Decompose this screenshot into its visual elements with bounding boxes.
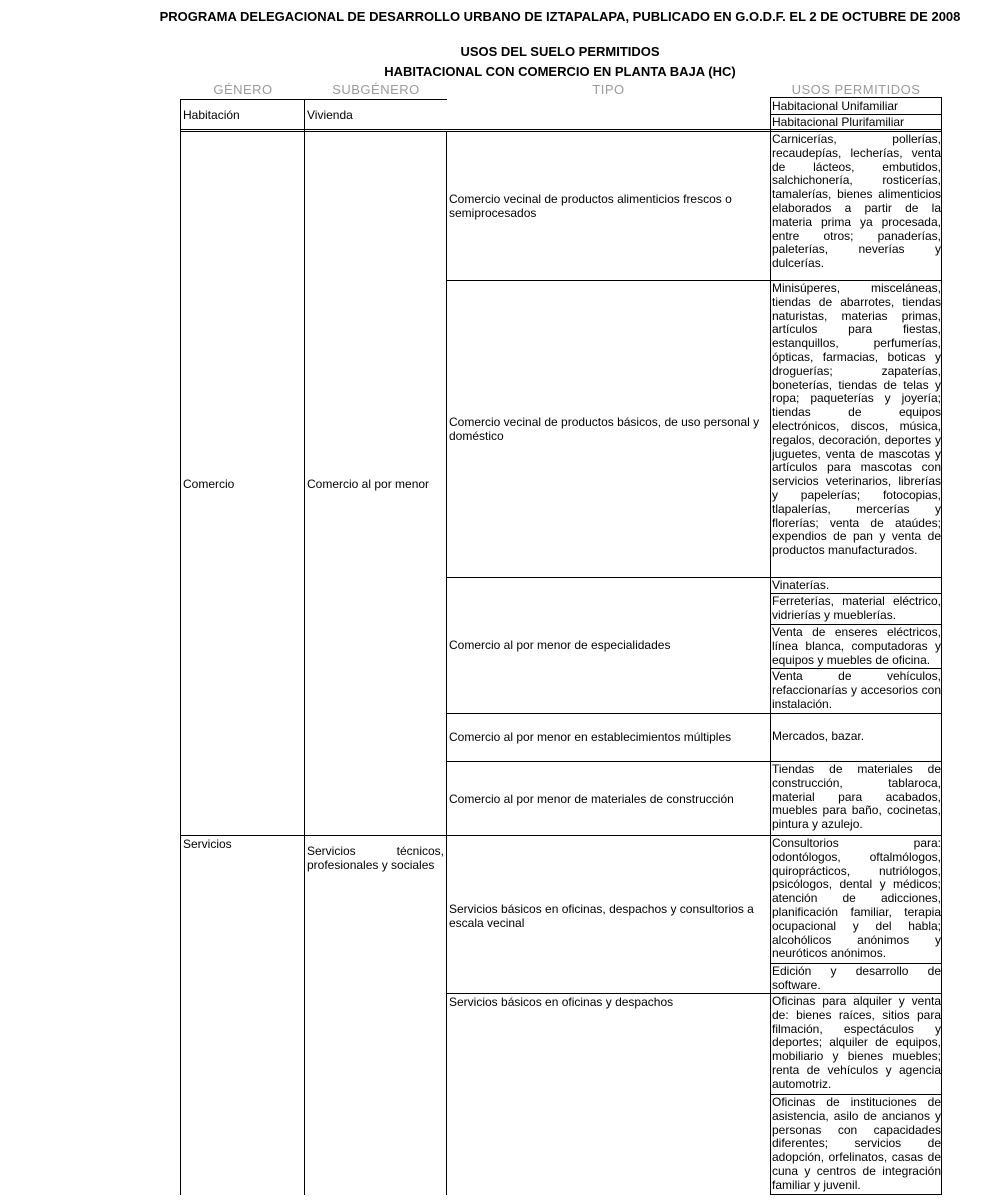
genero-comercio: Comercio [183, 477, 235, 491]
grid-line [770, 963, 942, 964]
grid-line [770, 114, 942, 115]
grid-line [446, 713, 942, 714]
tipo-alimenticios: Comercio vecinal de productos alimenticios frescos o semiprocesados [449, 192, 732, 220]
grid-line [446, 993, 942, 994]
grid-line [770, 97, 771, 1195]
usos-consultorios: Consultorios para: odontólogos, oftalmólogos, quiroprácticos, nutriólogos, psicólogos, dental y médicos; atención de adicciones, planificación familiar, terapia ocupacional y del habla; alcohólicos anónimos y neuróticos anónimos. [772, 837, 941, 961]
tipo-especialidades: Comercio al por menor de especialidades [449, 638, 671, 652]
uso-habitacional-unifamiliar: Habitacional Unifamiliar [772, 100, 899, 113]
tipo-materiales-construccion: Comercio al por menor de materiales de construcción [449, 792, 734, 806]
grid-line [770, 624, 942, 625]
subgenero-servicios-tecnicos: Servicios técnicos, profesionales y sociales [307, 844, 444, 872]
grid-line [180, 99, 305, 100]
usos-materiales-construccion: Tiendas de materiales de construcción, tablaroca, material para acabados, muebles para baño, cocinetas, pintura y azulejo. [772, 763, 941, 832]
grid-line [770, 97, 942, 98]
tipo-establecimientos-multiples: Comercio al por menor en establecimientos múltiples [449, 730, 732, 744]
usos-oficinas-instituciones: Oficinas de instituciones de asistencia, asilo de ancianos y personas con capacidades diferentes; servicios de adopción, orfelinatos, casas de cuna y centros de integración familiar y juvenil. [772, 1096, 941, 1192]
grid-line [446, 131, 447, 1195]
column-header-usos: USOS PERMITIDOS [791, 82, 921, 97]
tipo-consultorios-escala-vecinal: Servicios básicos en oficinas, despachos y consultorios a escala vecinal [449, 902, 754, 930]
uso-venta-vehiculos: Venta de vehículos, refaccionarías y accesorios con instalación. [772, 670, 941, 711]
usos-oficinas-alquiler: Oficinas para alquiler y venta de: bienes raíces, sitios para filmación, espectáculos y deportes; alquiler de equipos, mobiliario y bienes muebles; renta de vehículos y agencia automotriz. [772, 995, 941, 1091]
column-header-subgenero: SUBGÉNERO [332, 82, 420, 97]
document-title: PROGRAMA DELEGACIONAL DE DESARROLLO URBANO DE IZTAPALAPA, PUBLICADO EN G.O.D.F. EL 2 DE OCTUBRE DE 2008 [159, 9, 961, 24]
uso-habitacional-plurifamiliar: Habitacional Plurifamiliar [772, 116, 905, 129]
grid-line [770, 593, 942, 594]
tipo-oficinas-despachos: Servicios básicos en oficinas y despachos [449, 995, 674, 1009]
usos-productos-basicos: Minisúperes, misceláneas, tiendas de abarrotes, tiendas naturistas, materias primas, artículos para fiestas, estanquillos, perfumerías, ópticas, farmacias, boticas y droguerías; zapaterías, boneterías, tiendas de telas y ropa; paqueterías y joyería; tiendas de equipos electrónicos, discos, música, regalos, decoración, deportes y juguetes, venta de mascotas y artículos para mascotas con servicios veterinarios, librerías y papelerías; fotocopias, tlapalerías, mercerías y florerías; venta de ataúdes; expendios de pan y venta de productos manufacturados. [772, 282, 941, 558]
grid-line [941, 97, 942, 1195]
tipo-productos-basicos: Comercio vecinal de productos básicos, de uso personal y doméstico [449, 415, 760, 443]
uso-edicion-software: Edición y desarrollo de software. [772, 965, 941, 992]
column-header-tipo: TIPO [592, 82, 625, 97]
uso-enseres-electricos: Venta de enseres eléctricos, línea blanca, computadoras y equipos y muebles de oficina. [772, 626, 941, 667]
uso-vinaterias: Vinaterías. [772, 579, 830, 592]
subgenero-comercio-al-por-menor: Comercio al por menor [307, 477, 430, 491]
grid-line [446, 577, 942, 578]
grid-line [446, 761, 942, 762]
grid-line [770, 1194, 942, 1195]
subgenero-vivienda: Vivienda [307, 108, 353, 122]
grid-line [304, 99, 447, 100]
zone-title: HABITACIONAL CON COMERCIO EN PLANTA BAJA (HC) [384, 64, 736, 79]
uso-ferreterias: Ferreterías, material eléctrico, vidrierías y mueblerías. [772, 595, 941, 622]
grid-line [304, 99, 305, 1195]
grid-line [446, 280, 942, 281]
genero-servicios: Servicios [183, 837, 232, 851]
grid-line [180, 99, 181, 1195]
grid-line [770, 1094, 942, 1095]
genero-habitacion: Habitación [183, 108, 240, 122]
grid-line [180, 131, 942, 132]
document-subtitle: USOS DEL SUELO PERMITIDOS [460, 44, 660, 59]
grid-line [180, 835, 942, 836]
grid-line [770, 668, 942, 669]
usos-alimenticios: Carnicerías, pollerías, recaudерías, lecherías, venta de lácteos, embutidos, salchichonería, rosticerías, tamalerías, bienes alimenticios elaborados a partir de la materia prima ya procesada, entre otros; panaderías, paleterías, neverías y dulcerías. [772, 133, 941, 271]
column-header-genero: GÉNERO [213, 82, 273, 97]
uso-mercados: Mercados, bazar. [772, 730, 865, 743]
